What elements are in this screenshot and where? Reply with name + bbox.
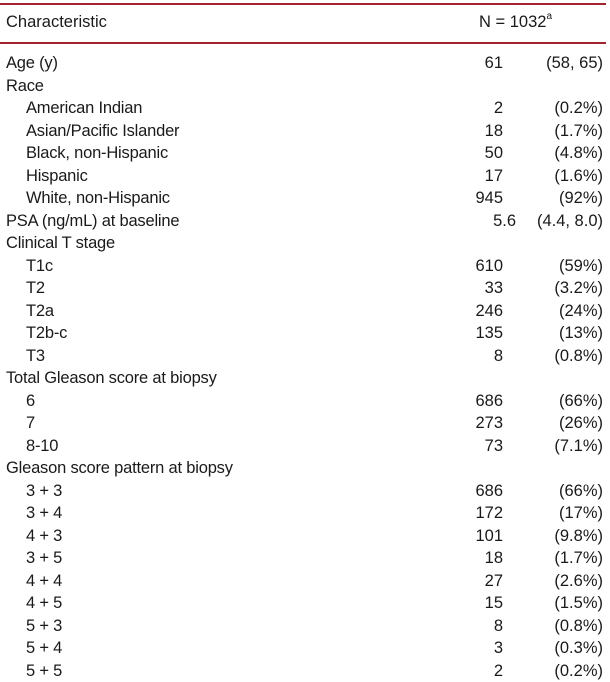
row-range-or-percent: (13%) — [559, 322, 603, 345]
row-label: Asian/Pacific Islander — [26, 120, 179, 143]
row-range-or-percent: (1.7%) — [554, 120, 603, 143]
header-n-label: N = 1032 — [479, 13, 546, 31]
table-row — [0, 120, 606, 143]
row-range-or-percent: (58, 65) — [546, 52, 603, 75]
table-row — [0, 322, 606, 345]
row-value: 33 — [485, 277, 503, 300]
row-label: 4 + 5 — [26, 592, 62, 615]
table-row — [0, 142, 606, 165]
row-label: 3 + 4 — [26, 502, 62, 525]
table-row — [0, 547, 606, 570]
table-row — [0, 457, 606, 480]
row-value: 610 — [475, 255, 503, 278]
row-value: 8 — [494, 615, 503, 638]
table-row — [0, 570, 606, 593]
row-label: 3 + 3 — [26, 480, 62, 503]
row-range-or-percent: (24%) — [559, 300, 603, 323]
row-range-or-percent: (4.8%) — [554, 142, 603, 165]
row-value: 18 — [485, 547, 503, 570]
row-label: 7 — [26, 412, 35, 435]
table-row — [0, 277, 606, 300]
table-row — [0, 412, 606, 435]
row-label: 5 + 4 — [26, 637, 62, 660]
table-row — [0, 232, 606, 255]
row-range-or-percent: (7.1%) — [554, 435, 603, 458]
row-range-or-percent: (4.4, 8.0) — [537, 210, 603, 233]
row-range-or-percent: (2.6%) — [554, 570, 603, 593]
row-label: 8-10 — [26, 435, 58, 458]
table-row — [0, 165, 606, 188]
table-row — [0, 637, 606, 660]
row-value: 8 — [494, 345, 503, 368]
table-row — [0, 502, 606, 525]
row-label: T2 — [26, 277, 45, 300]
row-label: Black, non-Hispanic — [26, 142, 168, 165]
row-range-or-percent: (0.3%) — [554, 637, 603, 660]
row-value: 686 — [475, 480, 503, 503]
header-n — [479, 13, 552, 32]
row-label: White, non-Hispanic — [26, 187, 170, 210]
row-range-or-percent: (66%) — [559, 480, 603, 503]
table-row — [0, 345, 606, 368]
row-label: Total Gleason score at biopsy — [6, 367, 217, 390]
row-range-or-percent: (26%) — [559, 412, 603, 435]
row-value: 101 — [475, 525, 503, 548]
row-label: T1c — [26, 255, 53, 278]
row-range-or-percent: (1.7%) — [554, 547, 603, 570]
table-body — [0, 44, 606, 682]
row-range-or-percent: (0.2%) — [554, 660, 603, 682]
header-n-footnote: a — [546, 11, 552, 22]
table-row — [0, 300, 606, 323]
row-value: 2 — [494, 660, 503, 682]
row-label: Hispanic — [26, 165, 88, 188]
row-range-or-percent: (3.2%) — [554, 277, 603, 300]
table-row — [0, 75, 606, 98]
row-range-or-percent: (0.8%) — [554, 615, 603, 638]
row-range-or-percent: (17%) — [559, 502, 603, 525]
table-row — [0, 435, 606, 458]
table-row — [0, 367, 606, 390]
row-label: 4 + 4 — [26, 570, 62, 593]
table-row — [0, 660, 606, 682]
row-label: 5 + 5 — [26, 660, 62, 682]
table-row — [0, 187, 606, 210]
row-value: 18 — [485, 120, 503, 143]
row-label: American Indian — [26, 97, 142, 120]
table-row — [0, 525, 606, 548]
row-label: 3 + 5 — [26, 547, 62, 570]
row-label: Clinical T stage — [6, 232, 115, 255]
row-range-or-percent: (59%) — [559, 255, 603, 278]
row-range-or-percent: (9.8%) — [554, 525, 603, 548]
row-range-or-percent: (66%) — [559, 390, 603, 413]
row-value: 73 — [485, 435, 503, 458]
row-label: 6 — [26, 390, 35, 413]
row-label: Gleason score pattern at biopsy — [6, 457, 233, 480]
row-value: 5.6 — [493, 210, 516, 233]
row-value: 50 — [485, 142, 503, 165]
row-label: PSA (ng/mL) at baseline — [6, 210, 179, 233]
table-row — [0, 97, 606, 120]
row-label: Race — [6, 75, 44, 98]
row-label: Age (y) — [6, 52, 58, 75]
table-row — [0, 390, 606, 413]
row-value: 686 — [475, 390, 503, 413]
row-label: 4 + 3 — [26, 525, 62, 548]
row-label: 5 + 3 — [26, 615, 62, 638]
row-value: 945 — [475, 187, 503, 210]
row-label: T3 — [26, 345, 45, 368]
row-range-or-percent: (1.5%) — [554, 592, 603, 615]
row-label: T2a — [26, 300, 54, 323]
table-row — [0, 255, 606, 278]
header-characteristic: Characteristic — [6, 13, 107, 32]
table-row — [0, 480, 606, 503]
row-label: T2b-c — [26, 322, 67, 345]
row-value: 246 — [475, 300, 503, 323]
row-range-or-percent: (0.8%) — [554, 345, 603, 368]
table-row — [0, 52, 606, 75]
table-row — [0, 592, 606, 615]
row-value: 3 — [494, 637, 503, 660]
row-value: 273 — [475, 412, 503, 435]
row-value: 15 — [485, 592, 503, 615]
row-range-or-percent: (92%) — [559, 187, 603, 210]
row-value: 172 — [475, 502, 503, 525]
table-row — [0, 210, 606, 233]
table-row — [0, 615, 606, 638]
row-value: 61 — [485, 52, 503, 75]
table-header — [0, 5, 606, 42]
row-value: 2 — [494, 97, 503, 120]
row-value: 27 — [485, 570, 503, 593]
row-value: 135 — [475, 322, 503, 345]
row-range-or-percent: (1.6%) — [554, 165, 603, 188]
row-range-or-percent: (0.2%) — [554, 97, 603, 120]
row-value: 17 — [485, 165, 503, 188]
